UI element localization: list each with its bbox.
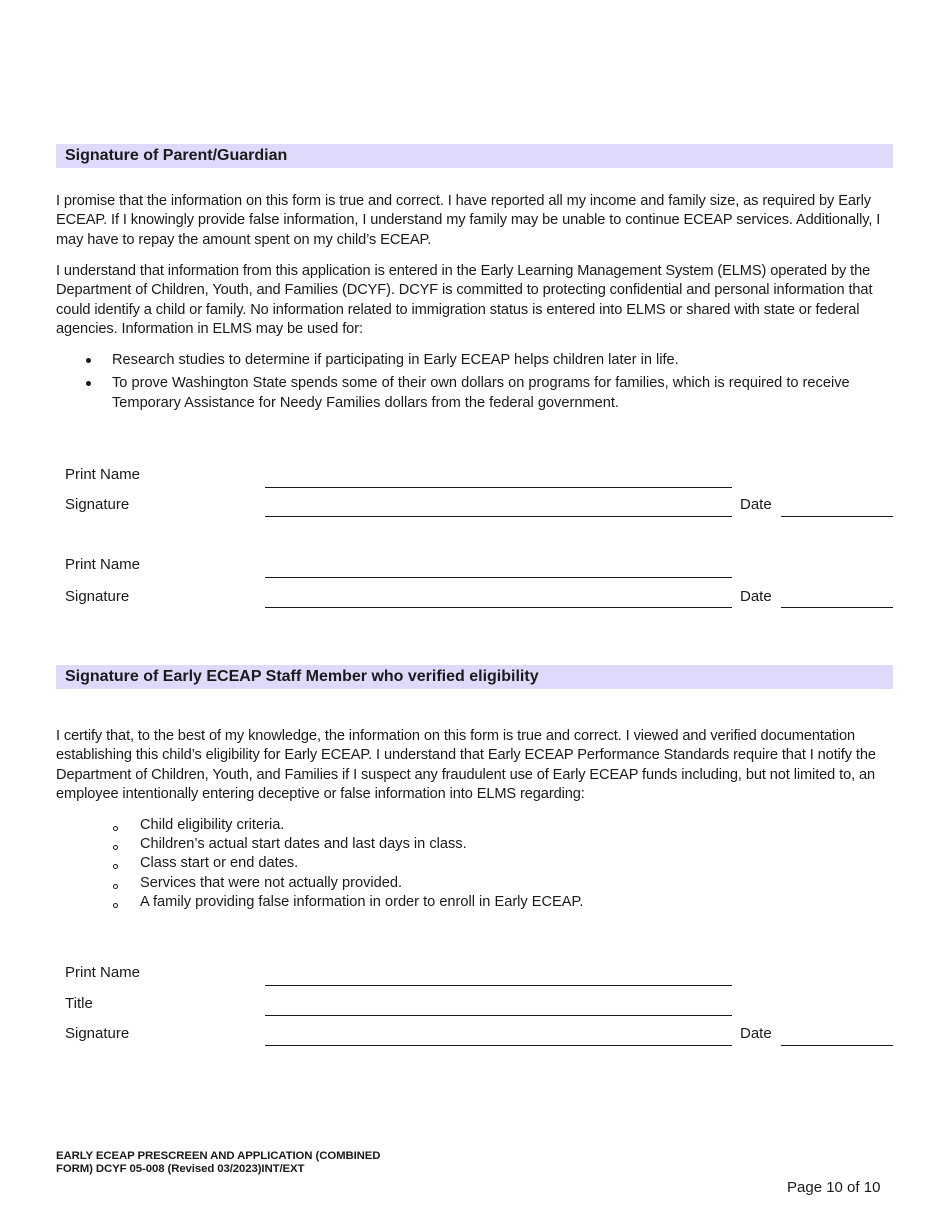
- print-name-line-1[interactable]: [265, 487, 732, 488]
- staff-print-name-line[interactable]: [265, 985, 732, 986]
- staff-date-label: Date: [740, 1025, 772, 1042]
- print-name-label-1: Print Name: [65, 466, 141, 483]
- form-identifier: [56, 1150, 436, 1176]
- list-item: Research studies to determine if participating in Early ECEAP helps children later in life.: [56, 350, 896, 370]
- elms-uses-list: [56, 350, 896, 416]
- list-item: Children’s actual start dates and last days in class.: [56, 835, 896, 854]
- fraud-criteria-list: [56, 816, 896, 912]
- date-line-2[interactable]: [781, 607, 893, 608]
- signature-label-2: Signature: [65, 588, 130, 605]
- staff-certify-paragraph: I certify that, to the best of my knowledge, the information on this form is true and correct. I viewed and verified documentation establishing this child’s eligibility for Early ECEAP. I understand that Early ECEAP Performance Standards require that I notify the Department of Children, Youth, and Families if I suspect any fraudulent use of Early ECEAP funds including, but not limited to, an employee intentionally entering deceptive or false information into ELMS regarding:: [56, 728, 876, 803]
- form-identifier-line-2: FORM) DCYF 05-008 (Revised 03/2023)INT/EXT: [56, 1163, 305, 1175]
- signature-line-1[interactable]: [265, 516, 732, 517]
- list-item: Services that were not actually provided.: [56, 874, 896, 893]
- staff-signature-label: Signature: [65, 1025, 130, 1042]
- print-name-line-2[interactable]: [265, 577, 732, 578]
- parent-signature-heading: Signature of Parent/Guardian: [56, 144, 893, 168]
- staff-signature-line[interactable]: [265, 1045, 732, 1046]
- list-item: A family providing false information in order to enroll in Early ECEAP.: [56, 893, 896, 912]
- staff-title-line[interactable]: [265, 1015, 732, 1016]
- elms-info-paragraph: I understand that information from this application is entered in the Early Learning Management System (ELMS) operated by the Department of Children, Youth, and Families (DCYF). DCYF is committed to protecting confidential and personal information that could identify a child or family. No information related to immigration status is entered into ELMS or shared with state or federal agencies. Information in ELMS may be used for:: [56, 263, 873, 338]
- staff-title-label: Title: [65, 995, 93, 1012]
- date-label-1: Date: [740, 496, 772, 513]
- staff-signature-heading: Signature of Early ECEAP Staff Member who verified eligibility: [56, 665, 893, 689]
- date-line-1[interactable]: [781, 516, 893, 517]
- staff-print-name-label: Print Name: [65, 964, 141, 981]
- list-item: Class start or end dates.: [56, 854, 896, 873]
- signature-line-2[interactable]: [265, 607, 732, 608]
- form-identifier-line-1: EARLY ECEAP PRESCREEN AND APPLICATION (COMBINED: [56, 1150, 381, 1162]
- staff-date-line[interactable]: [781, 1045, 893, 1046]
- parent-promise-paragraph: I promise that the information on this form is true and correct. I have reported all my income and family size, as required by Early ECEAP. If I knowingly provide false information, I understand my family may be unable to continue ECEAP services. Additionally, I may have to repay the amount spent on my child’s ECEAP.: [56, 193, 881, 248]
- list-item: Child eligibility criteria.: [56, 816, 896, 835]
- date-label-2: Date: [740, 588, 772, 605]
- print-name-label-2: Print Name: [65, 556, 141, 573]
- list-item: To prove Washington State spends some of their own dollars on programs for families, which is required to receive Temporary Assistance for Needy Families dollars from the federal government.: [56, 373, 896, 413]
- page-number: Page 10 of 10: [787, 1179, 881, 1196]
- signature-label-1: Signature: [65, 496, 130, 513]
